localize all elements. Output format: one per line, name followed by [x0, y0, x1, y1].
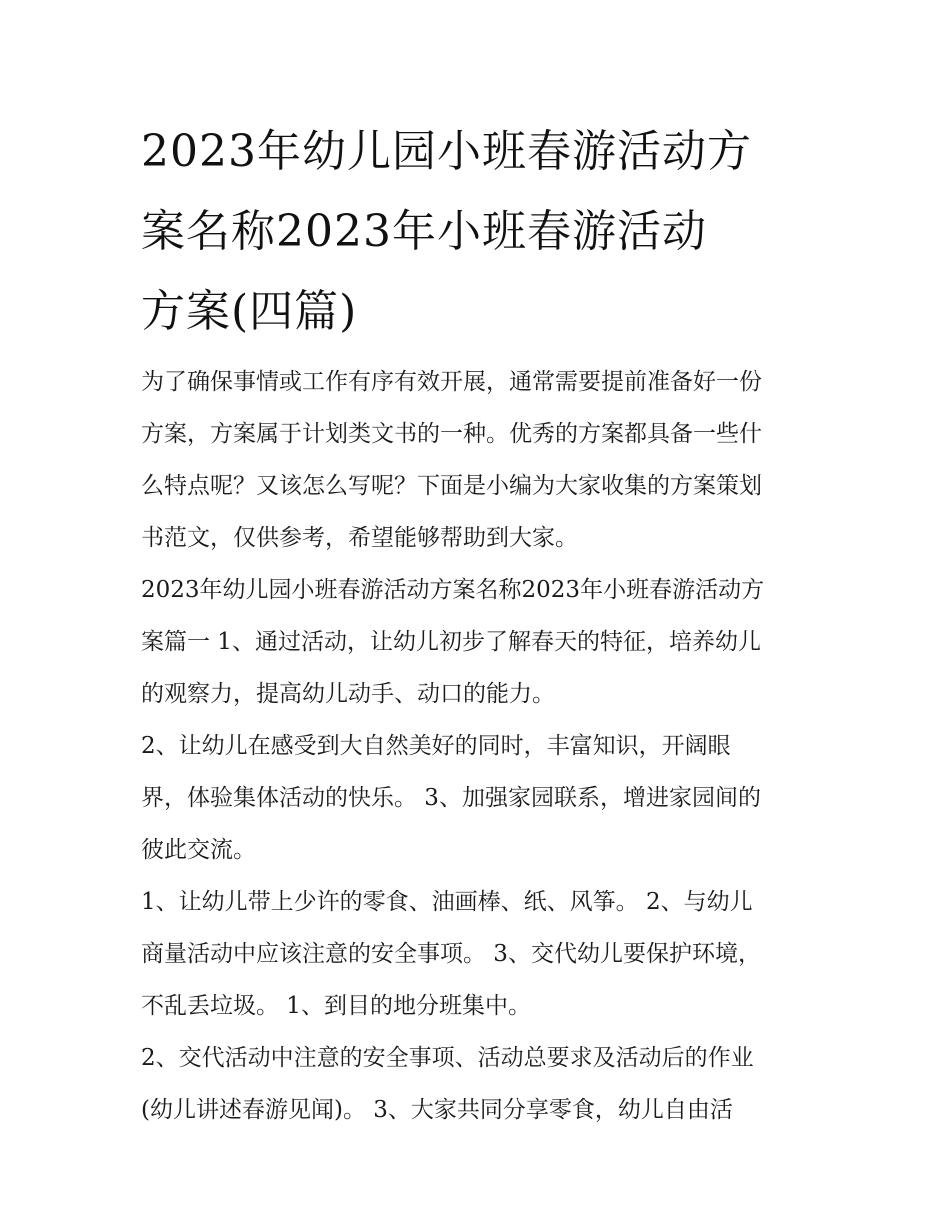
- text-line: 为了确保事情或工作有序有效开展，通常需要提前准备好一份: [141, 369, 762, 395]
- text-line: 2023年幼儿园小班春游活动方案名称2023年小班春游活动方: [141, 577, 765, 603]
- text-line: 2、交代活动中注意的安全事项、活动总要求及活动后的作业: [141, 1045, 754, 1071]
- paragraph-plan-one: [141, 564, 831, 720]
- paragraph-preparation: [141, 876, 831, 1032]
- text-line: 1、让幼儿带上少许的零食、油画棒、纸、风筝。 2、与幼儿: [141, 889, 753, 915]
- title-line-2: 案名称2023年小班春游活动: [141, 206, 707, 257]
- text-line: 彼此交流。: [141, 837, 256, 863]
- document-body: [141, 356, 831, 1136]
- title-line-3: 方案(四篇): [141, 286, 358, 337]
- paragraph-intro: [141, 356, 831, 564]
- text-line: 商量活动中应该注意的安全事项。 3、交代幼儿要保护环境，: [141, 941, 761, 967]
- text-line: 么特点呢？又该怎么写呢？下面是小编为大家收集的方案策划: [141, 473, 762, 499]
- paragraph-goals: [141, 720, 831, 876]
- text-line: 方案，方案属于计划类文书的一种。优秀的方案都具备一些什: [141, 421, 762, 447]
- text-line: (幼儿讲述春游见闻)。 3、大家共同分享零食，幼儿自由活: [141, 1097, 733, 1123]
- text-line: 不乱丢垃圾。 1、到目的地分班集中。: [141, 993, 531, 1019]
- text-line: 书范文，仅供参考，希望能够帮助到大家。: [141, 525, 578, 551]
- paragraph-process: [141, 1032, 831, 1136]
- document-title: [141, 112, 821, 352]
- text-line: 的观察力，提高幼儿动手、动口的能力。: [141, 681, 555, 707]
- text-line: 界，体验集体活动的快乐。 3、加强家园联系，增进家园间的: [141, 785, 761, 811]
- title-line-1: 2023年幼儿园小班春游活动方: [141, 126, 752, 177]
- text-line: 案篇一 1、通过活动，让幼儿初步了解春天的特征，培养幼儿: [141, 629, 761, 655]
- text-line: 2、让幼儿在感受到大自然美好的同时，丰富知识，开阔眼: [141, 733, 731, 759]
